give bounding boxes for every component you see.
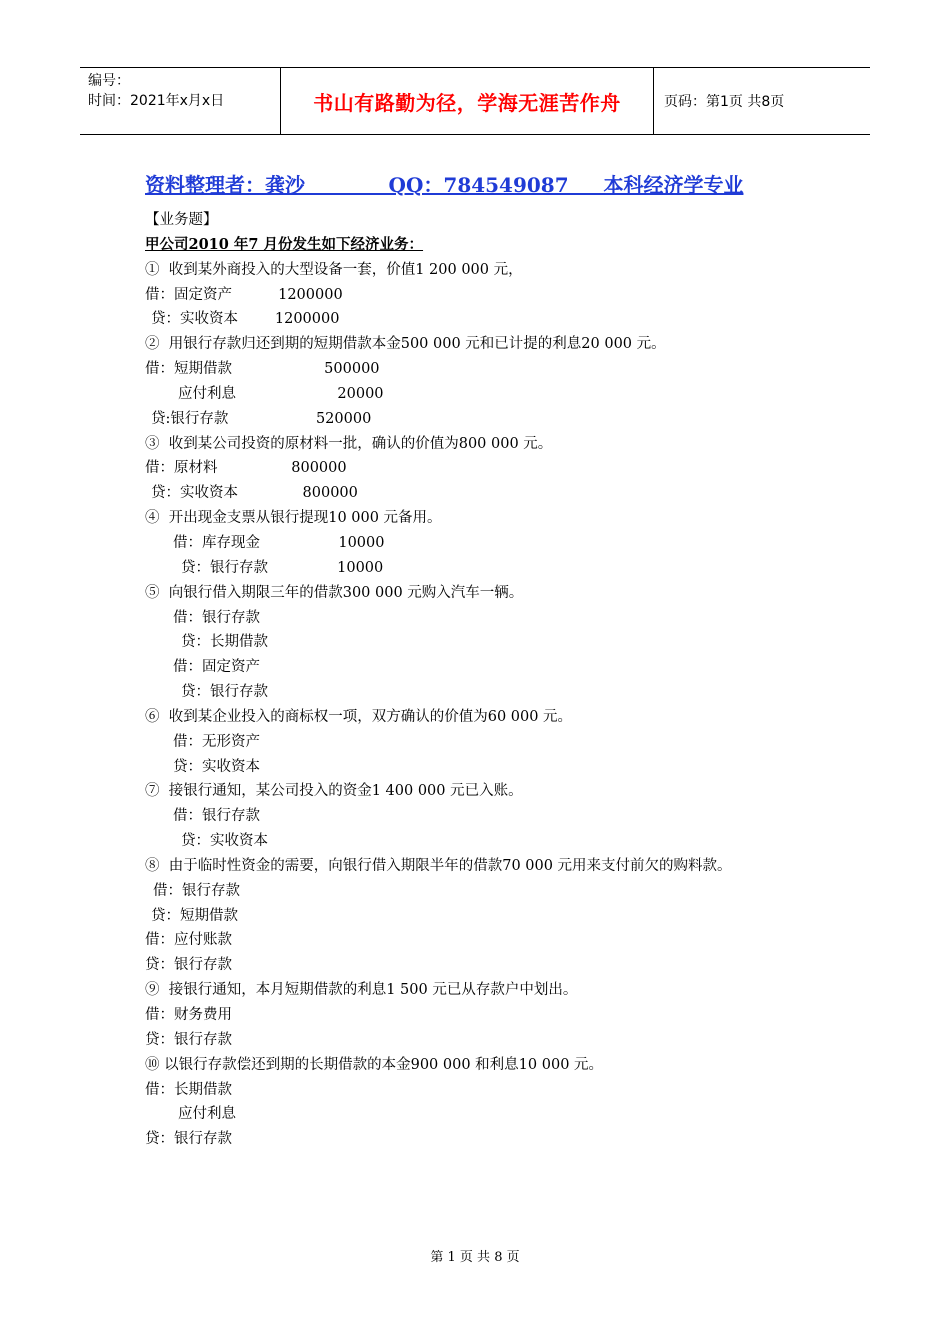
text-line: 贷：实收资本 1200000 <box>151 311 340 328</box>
text-line: 贷：实收资本 <box>181 833 268 850</box>
text-line: 贷：银行存款 <box>145 957 232 974</box>
header-meta-cell <box>80 68 281 134</box>
header-table <box>80 67 870 135</box>
time-label: 时间：2021年x月x日 <box>88 93 225 109</box>
text-line: 借：应付账款 <box>145 932 232 949</box>
text-line: ① 收到某外商投入的大型设备一套，价值1 200 000 元， <box>145 261 523 278</box>
text-line: ⑩ 以银行存款偿还到期的长期借款的本金900 000 和利息10 000 元。 <box>145 1056 604 1073</box>
compiler-line: 资料整理者：龚沙 QQ：784549087 本科经济学专业 <box>145 173 744 197</box>
text-line: ⑧ 由于临时性资金的需要，向银行借入期限半年的借款70 000 元用来支付前欠的购料款。 <box>145 857 732 874</box>
text-line: 借：短期借款 500000 <box>145 361 380 378</box>
text-line: 贷：长期借款 <box>181 634 268 651</box>
text-line: 借：固定资产 1200000 <box>145 286 343 303</box>
text-line: 贷：实收资本 <box>173 758 260 775</box>
text-line: 贷：实收资本 800000 <box>151 485 358 502</box>
text-line: 借：固定资产 <box>173 659 260 676</box>
text-line: 借：长期借款 <box>145 1081 232 1098</box>
text-line: 贷：银行存款 10000 <box>181 559 384 576</box>
text-line: 借：银行存款 <box>153 882 240 899</box>
document-body <box>145 208 845 1152</box>
text-line: 贷：银行存款 <box>145 1131 232 1148</box>
motto-cell <box>281 68 654 134</box>
code-label: 编号： <box>88 73 130 89</box>
text-line: 借：银行存款 <box>173 808 260 825</box>
text-line: 借：原材料 800000 <box>145 460 347 477</box>
section-heading: 甲公司2010 年7 月份发生如下经济业务： <box>145 235 424 253</box>
text-line: 借：库存现金 10000 <box>173 534 385 551</box>
text-line: ⑦ 接银行通知，某公司投入的资金1 400 000 元已入账。 <box>145 783 523 800</box>
text-line: 借：无形资产 <box>173 733 260 750</box>
text-line: ⑥ 收到某企业投入的商标权一项，双方确认的价值为60 000 元。 <box>145 708 573 725</box>
text-line: 贷：短期借款 <box>151 907 238 924</box>
motto-text: 书山有路勤为径，学海无涯苦作舟 <box>313 90 621 115</box>
text-line: ④ 开出现金支票从银行提现10 000 元备用。 <box>145 510 442 527</box>
text-line: 借：财务费用 <box>145 1007 232 1023</box>
text-line: 应付利息 20000 <box>178 385 384 402</box>
text-line: ③ 收到某公司投资的原材料一批，确认的价值为800 000 元。 <box>145 435 553 452</box>
text-line: 借：银行存款 <box>173 609 260 626</box>
text-line: 【业务题】 <box>145 212 218 228</box>
text-line: ⑤ 向银行借入期限三年的借款300 000 元购入汽车一辆。 <box>145 584 524 601</box>
page-footer: 第 1 页 共 8 页 <box>430 1250 520 1265</box>
page-info-cell <box>654 68 870 134</box>
text-line: ⑨ 接银行通知，本月短期借款的利息1 500 元已从存款户中划出。 <box>145 982 578 999</box>
text-line: 贷:银行存款 520000 <box>151 410 372 427</box>
text-line: 应付利息 <box>178 1106 236 1123</box>
text-line: ② 用银行存款归还到期的短期借款本金500 000 元和已计提的利息20 000 元。 <box>145 336 666 353</box>
page-info-text: 页码：第1页 共8页 <box>664 94 785 110</box>
text-line: 贷：银行存款 <box>145 1031 232 1048</box>
text-line: 贷：银行存款 <box>181 684 268 701</box>
